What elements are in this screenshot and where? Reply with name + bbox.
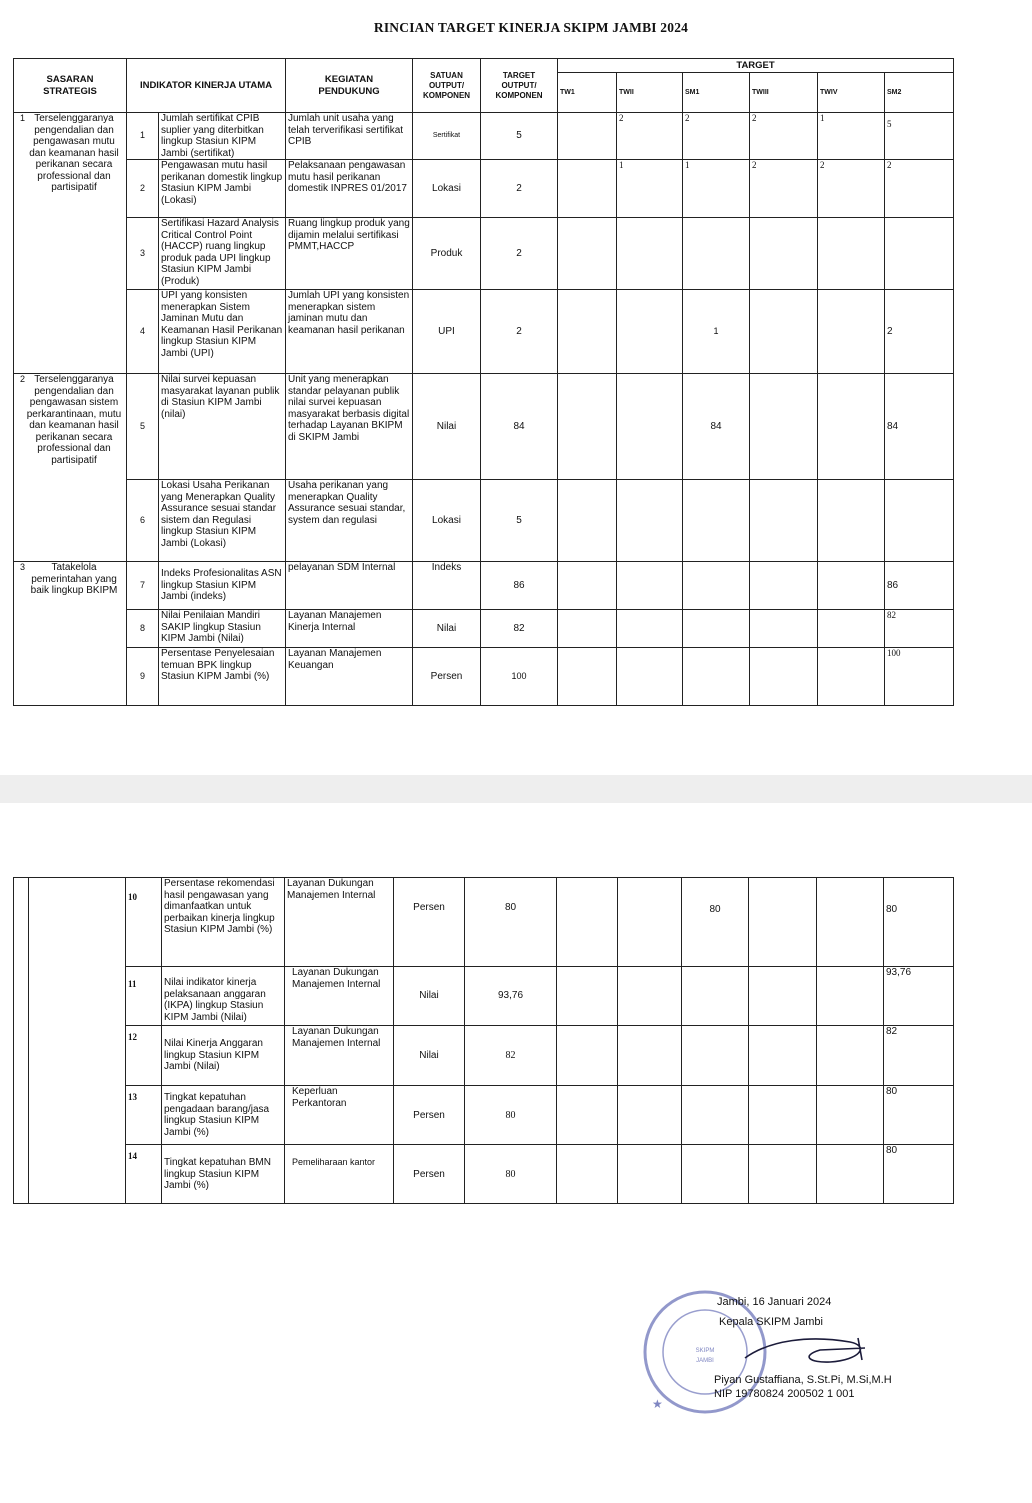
row-14-tw2 bbox=[618, 1145, 682, 1204]
row-9-number: 9 bbox=[127, 648, 159, 706]
row-2-kegiatan: Pelaksanaan pengawasan mutu hasil perikanan domestik INPRES 01/2017 bbox=[286, 160, 413, 218]
header-kegiatan: KEGIATAN PENDUKUNG bbox=[286, 59, 413, 113]
header-target: TARGET bbox=[558, 59, 954, 73]
row-2-number: 2 bbox=[127, 160, 159, 218]
sasaran-2 bbox=[14, 374, 127, 562]
row-1-tw2: 2 bbox=[617, 113, 683, 160]
row-8-tw3 bbox=[750, 610, 818, 648]
row-9-kegiatan: Layanan Manajemen Keuangan bbox=[286, 648, 413, 706]
row-6-satuan: Lokasi bbox=[413, 480, 481, 562]
row-5-tw2 bbox=[617, 374, 683, 480]
row-1-satuan: Sertifikat bbox=[413, 113, 481, 160]
row-1-sm1: 2 bbox=[683, 113, 750, 160]
row-14-tw1 bbox=[557, 1145, 618, 1204]
row-11-iku: Nilai indikator kinerja pelaksanaan anggaran (IKPA) lingkup Stasiun KIPM Jambi (Nilai) bbox=[162, 967, 285, 1026]
row-8-sm1 bbox=[683, 610, 750, 648]
row-9-target: 100 bbox=[481, 648, 558, 706]
row-11-sm2: 93,76 bbox=[884, 967, 954, 1026]
row-13-tw1 bbox=[557, 1086, 618, 1145]
row-9-tw3 bbox=[750, 648, 818, 706]
row-5-tw3 bbox=[750, 374, 818, 480]
row-6-tw3 bbox=[750, 480, 818, 562]
signatory-position: Kepala SKIPM Jambi bbox=[719, 1316, 823, 1328]
row-11-kegiatan: Layanan Dukungan Manajemen Internal bbox=[285, 967, 394, 1026]
row-4-tw1 bbox=[558, 290, 617, 374]
row-10-number: 10 bbox=[126, 878, 162, 967]
row-3-tw1 bbox=[558, 218, 617, 290]
row-14-target: 80 bbox=[465, 1145, 557, 1204]
header-satuan: SATUAN OUTPUT/ KOMPONEN bbox=[413, 59, 481, 113]
row-10-kegiatan: Layanan Dukungan Manajemen Internal bbox=[285, 878, 394, 967]
row-3-iku: Sertifikasi Hazard Analysis Critical Control Point (HACCP) ruang lingkup produk pada UPI lingkup Stasiun KIPM Jambi (Produk) bbox=[159, 218, 286, 290]
svg-text:JAMBI: JAMBI bbox=[696, 1358, 714, 1364]
row-1-number: 1 bbox=[127, 113, 159, 160]
place-date: Jambi, 16 Januari 2024 bbox=[717, 1296, 832, 1308]
row-5-sm1: 84 bbox=[683, 374, 750, 480]
sasaran-continued bbox=[29, 878, 126, 1204]
row-3-number: 3 bbox=[127, 218, 159, 290]
row-7-sm1 bbox=[683, 562, 750, 610]
row-7-tw1 bbox=[558, 562, 617, 610]
row-7-tw3 bbox=[750, 562, 818, 610]
row-3-kegiatan: Ruang lingkup produk yang dijamin melalui sertifikasi PMMT,HACCP bbox=[286, 218, 413, 290]
row-14-kegiatan: Pemeliharaan kantor bbox=[285, 1145, 394, 1204]
row-11-tw4 bbox=[817, 967, 884, 1026]
row-9-tw4 bbox=[818, 648, 885, 706]
row-7-iku: Indeks Profesionalitas ASN lingkup Stasiun KIPM Jambi (indeks) bbox=[159, 562, 286, 610]
row-4-sm2: 2 bbox=[885, 290, 954, 374]
sasaran-1-text: Terselenggaranya pengendalian dan pengawasan mutu dan keamanan hasil perikanan secara professional dan partisipatif bbox=[29, 113, 119, 193]
row-5-number: 5 bbox=[127, 374, 159, 480]
row-4-tw4 bbox=[818, 290, 885, 374]
row-1-tw1 bbox=[558, 113, 617, 160]
row-11-satuan: Nilai bbox=[394, 967, 465, 1026]
header-sm2: SM2 bbox=[885, 73, 954, 113]
row-6-tw2 bbox=[617, 480, 683, 562]
row-12-number: 12 bbox=[126, 1026, 162, 1086]
row-14-sm1 bbox=[682, 1145, 749, 1204]
row-5-kegiatan: Unit yang menerapkan standar pelayanan publik nilai survei kepuasan masyarakat berbasis digital terhadap Layanan BKIPM di SKIPM Jambi bbox=[286, 374, 413, 480]
row-2-satuan: Lokasi bbox=[413, 160, 481, 218]
row-7-satuan: Indeks bbox=[413, 562, 481, 610]
svg-text:★: ★ bbox=[652, 1397, 663, 1411]
row-8-tw1 bbox=[558, 610, 617, 648]
target-table-continued bbox=[13, 877, 954, 1204]
row-11-number: 11 bbox=[126, 967, 162, 1026]
row-3-tw3 bbox=[750, 218, 818, 290]
row-3-sm2 bbox=[885, 218, 954, 290]
row-1-kegiatan: Jumlah unit usaha yang telah terverifikasi sertifikat CPIB bbox=[286, 113, 413, 160]
row-8-tw2 bbox=[617, 610, 683, 648]
row-14-sm2: 80 bbox=[884, 1145, 954, 1204]
row-14-tw4 bbox=[817, 1145, 884, 1204]
row-8-tw4 bbox=[818, 610, 885, 648]
signatory-nip: NIP 19780824 200502 1 001 bbox=[714, 1388, 855, 1400]
row-1-target: 5 bbox=[481, 113, 558, 160]
row-2-target: 2 bbox=[481, 160, 558, 218]
page-title: RINCIAN TARGET KINERJA SKIPM JAMBI 2024 bbox=[373, 20, 689, 35]
row-12-tw3 bbox=[749, 1026, 817, 1086]
target-table bbox=[13, 58, 954, 706]
row-12-target: 82 bbox=[465, 1026, 557, 1086]
row-10-satuan: Persen bbox=[394, 878, 465, 967]
row-3-target: 2 bbox=[481, 218, 558, 290]
row-14-number: 14 bbox=[126, 1145, 162, 1204]
row-10-tw3 bbox=[749, 878, 817, 967]
row-6-number: 6 bbox=[127, 480, 159, 562]
row-10-sm2: 80 bbox=[884, 878, 954, 967]
row-12-kegiatan: Layanan Dukungan Manajemen Internal bbox=[285, 1026, 394, 1086]
row-4-kegiatan: Jumlah UPI yang konsisten menerapkan sistem jaminan mutu dan keamanan hasil perikanan bbox=[286, 290, 413, 374]
row-12-tw4 bbox=[817, 1026, 884, 1086]
row-14-tw3 bbox=[749, 1145, 817, 1204]
row-6-sm2 bbox=[885, 480, 954, 562]
row-4-satuan: UPI bbox=[413, 290, 481, 374]
row-9-tw2 bbox=[617, 648, 683, 706]
row-7-kegiatan: pelayanan SDM Internal bbox=[286, 562, 413, 610]
sasaran-1-number: 1 bbox=[20, 113, 26, 123]
row-2-tw2: 1 bbox=[617, 160, 683, 218]
row-8-satuan: Nilai bbox=[413, 610, 481, 648]
row-5-iku: Nilai survei kepuasan masyarakat layanan publik di Stasiun KIPM Jambi (nilai) bbox=[159, 374, 286, 480]
sasaran-1 bbox=[14, 113, 127, 374]
row-2-sm1: 1 bbox=[683, 160, 750, 218]
row-13-sm1 bbox=[682, 1086, 749, 1145]
row-4-target: 2 bbox=[481, 290, 558, 374]
row-10-sm1: 80 bbox=[682, 878, 749, 967]
row-3-satuan: Produk bbox=[413, 218, 481, 290]
sasaran-3-text: Tatakelola pemerintahan yang baik lingkup BKIPM bbox=[30, 562, 118, 596]
row-10-tw4 bbox=[817, 878, 884, 967]
header-target-output: TARGET OUTPUT/ KOMPONEN bbox=[481, 59, 558, 113]
row-2-sm2: 2 bbox=[885, 160, 954, 218]
row-2-tw1 bbox=[558, 160, 617, 218]
row-8-number: 8 bbox=[127, 610, 159, 648]
row-11-sm1 bbox=[682, 967, 749, 1026]
row-4-iku: UPI yang konsisten menerapkan Sistem Jaminan Mutu dan Keamanan Hasil Perikanan lingkup Stasiun KIPM Jambi (UPI) bbox=[159, 290, 286, 374]
sasaran-3 bbox=[14, 562, 127, 706]
row-10-tw2 bbox=[618, 878, 682, 967]
header-tw2: TWII bbox=[617, 73, 683, 113]
row-11-tw3 bbox=[749, 967, 817, 1026]
row-4-tw2 bbox=[617, 290, 683, 374]
row-4-tw3 bbox=[750, 290, 818, 374]
signature-block bbox=[640, 1290, 940, 1420]
row-10-iku: Persentase rekomendasi hasil pengawasan yang dimanfaatkan untuk perbaikan kinerja lingkup Stasiun KIPM Jambi (%) bbox=[162, 878, 285, 967]
row-12-tw2 bbox=[618, 1026, 682, 1086]
row-12-satuan: Nilai bbox=[394, 1026, 465, 1086]
row-11-target: 93,76 bbox=[465, 967, 557, 1026]
row-9-iku: Persentase Penyelesaian temuan BPK lingkup Stasiun KIPM Jambi (%) bbox=[159, 648, 286, 706]
header-tw1: TW1 bbox=[558, 73, 617, 113]
row-4-sm1: 1 bbox=[683, 290, 750, 374]
row-6-iku: Lokasi Usaha Perikanan yang Menerapkan Quality Assurance sesuai standar sistem dan Regulasi lingkup Stasiun KIPM Jambi (Lokasi) bbox=[159, 480, 286, 562]
svg-text:SKIPM: SKIPM bbox=[695, 1348, 715, 1354]
row-9-sm1 bbox=[683, 648, 750, 706]
row-10-tw1 bbox=[557, 878, 618, 967]
row-4-number: 4 bbox=[127, 290, 159, 374]
row-3-tw2 bbox=[617, 218, 683, 290]
row-13-iku: Tingkat kepatuhan pengadaan barang/jasa lingkup Stasiun KIPM Jambi (%) bbox=[162, 1086, 285, 1145]
row-12-tw1 bbox=[557, 1026, 618, 1086]
header-iku: INDIKATOR KINERJA UTAMA bbox=[127, 59, 286, 113]
row-1-tw3: 2 bbox=[750, 113, 818, 160]
row-3-tw4 bbox=[818, 218, 885, 290]
row-13-satuan: Persen bbox=[394, 1086, 465, 1145]
row-14-satuan: Persen bbox=[394, 1145, 465, 1204]
row-14-iku: Tingkat kepatuhan BMN lingkup Stasiun KIPM Jambi (%) bbox=[162, 1145, 285, 1204]
row-11-tw2 bbox=[618, 967, 682, 1026]
row-13-kegiatan: Keperluan Perkantoran bbox=[285, 1086, 394, 1145]
row-8-kegiatan: Layanan Manajemen Kinerja Internal bbox=[286, 610, 413, 648]
row-6-tw4 bbox=[818, 480, 885, 562]
row-2-tw4: 2 bbox=[818, 160, 885, 218]
row-9-sm2: 100 bbox=[885, 648, 954, 706]
page-break-band bbox=[0, 775, 1032, 803]
row-7-tw4 bbox=[818, 562, 885, 610]
sasaran-continued-left bbox=[14, 878, 29, 1204]
row-7-number: 7 bbox=[127, 562, 159, 610]
row-13-tw4 bbox=[817, 1086, 884, 1145]
row-6-tw1 bbox=[558, 480, 617, 562]
row-12-sm1 bbox=[682, 1026, 749, 1086]
row-13-sm2: 80 bbox=[884, 1086, 954, 1145]
row-8-iku: Nilai Penilaian Mandiri SAKIP lingkup Stasiun KIPM Jambi (Nilai) bbox=[159, 610, 286, 648]
row-9-satuan: Persen bbox=[413, 648, 481, 706]
row-1-tw4: 1 bbox=[818, 113, 885, 160]
row-8-target: 82 bbox=[481, 610, 558, 648]
row-5-target: 84 bbox=[481, 374, 558, 480]
row-1-iku: Jumlah sertifikat CPIB suplier yang diterbitkan lingkup Stasiun KIPM Jambi (sertifikat) bbox=[159, 113, 286, 160]
row-10-target: 80 bbox=[465, 878, 557, 967]
row-7-tw2 bbox=[617, 562, 683, 610]
handwritten-signature bbox=[740, 1330, 880, 1370]
row-6-kegiatan: Usaha perikanan yang menerapkan Quality Assurance sesuai standar, system dan regulasi bbox=[286, 480, 413, 562]
row-6-sm1 bbox=[683, 480, 750, 562]
header-sm1: SM1 bbox=[683, 73, 750, 113]
row-9-tw1 bbox=[558, 648, 617, 706]
row-5-tw1 bbox=[558, 374, 617, 480]
row-2-iku: Pengawasan mutu hasil perikanan domestik lingkup Stasiun KIPM Jambi (Lokasi) bbox=[159, 160, 286, 218]
row-7-target: 86 bbox=[481, 562, 558, 610]
row-12-iku: Nilai Kinerja Anggaran lingkup Stasiun KIPM Jambi (Nilai) bbox=[162, 1026, 285, 1086]
signatory-name: Piyan Gustaffiana, S.St.Pi, M.Si,M.H bbox=[714, 1374, 892, 1386]
sasaran-3-number: 3 bbox=[20, 562, 26, 572]
row-3-sm1 bbox=[683, 218, 750, 290]
header-tw4: TWIV bbox=[818, 73, 885, 113]
row-8-sm2: 82 bbox=[885, 610, 954, 648]
row-13-tw2 bbox=[618, 1086, 682, 1145]
row-5-tw4 bbox=[818, 374, 885, 480]
row-11-tw1 bbox=[557, 967, 618, 1026]
row-6-target: 5 bbox=[481, 480, 558, 562]
row-12-sm2: 82 bbox=[884, 1026, 954, 1086]
header-tw3: TWIII bbox=[750, 73, 818, 113]
row-2-tw3: 2 bbox=[750, 160, 818, 218]
row-13-tw3 bbox=[749, 1086, 817, 1145]
row-13-target: 80 bbox=[465, 1086, 557, 1145]
row-5-sm2: 84 bbox=[885, 374, 954, 480]
row-1-sm2: 5 bbox=[885, 113, 954, 160]
header-sasaran: SASARAN STRATEGIS bbox=[14, 59, 127, 113]
row-13-number: 13 bbox=[126, 1086, 162, 1145]
row-7-sm2: 86 bbox=[885, 562, 954, 610]
sasaran-2-number: 2 bbox=[20, 374, 26, 384]
row-5-satuan: Nilai bbox=[413, 374, 481, 480]
sasaran-2-text: Terselenggaranya pengendalian dan pengawasan sistem perkarantinaan, mutu dan keamanan hasil perikanan secara professional dan partisipatif bbox=[26, 374, 122, 466]
